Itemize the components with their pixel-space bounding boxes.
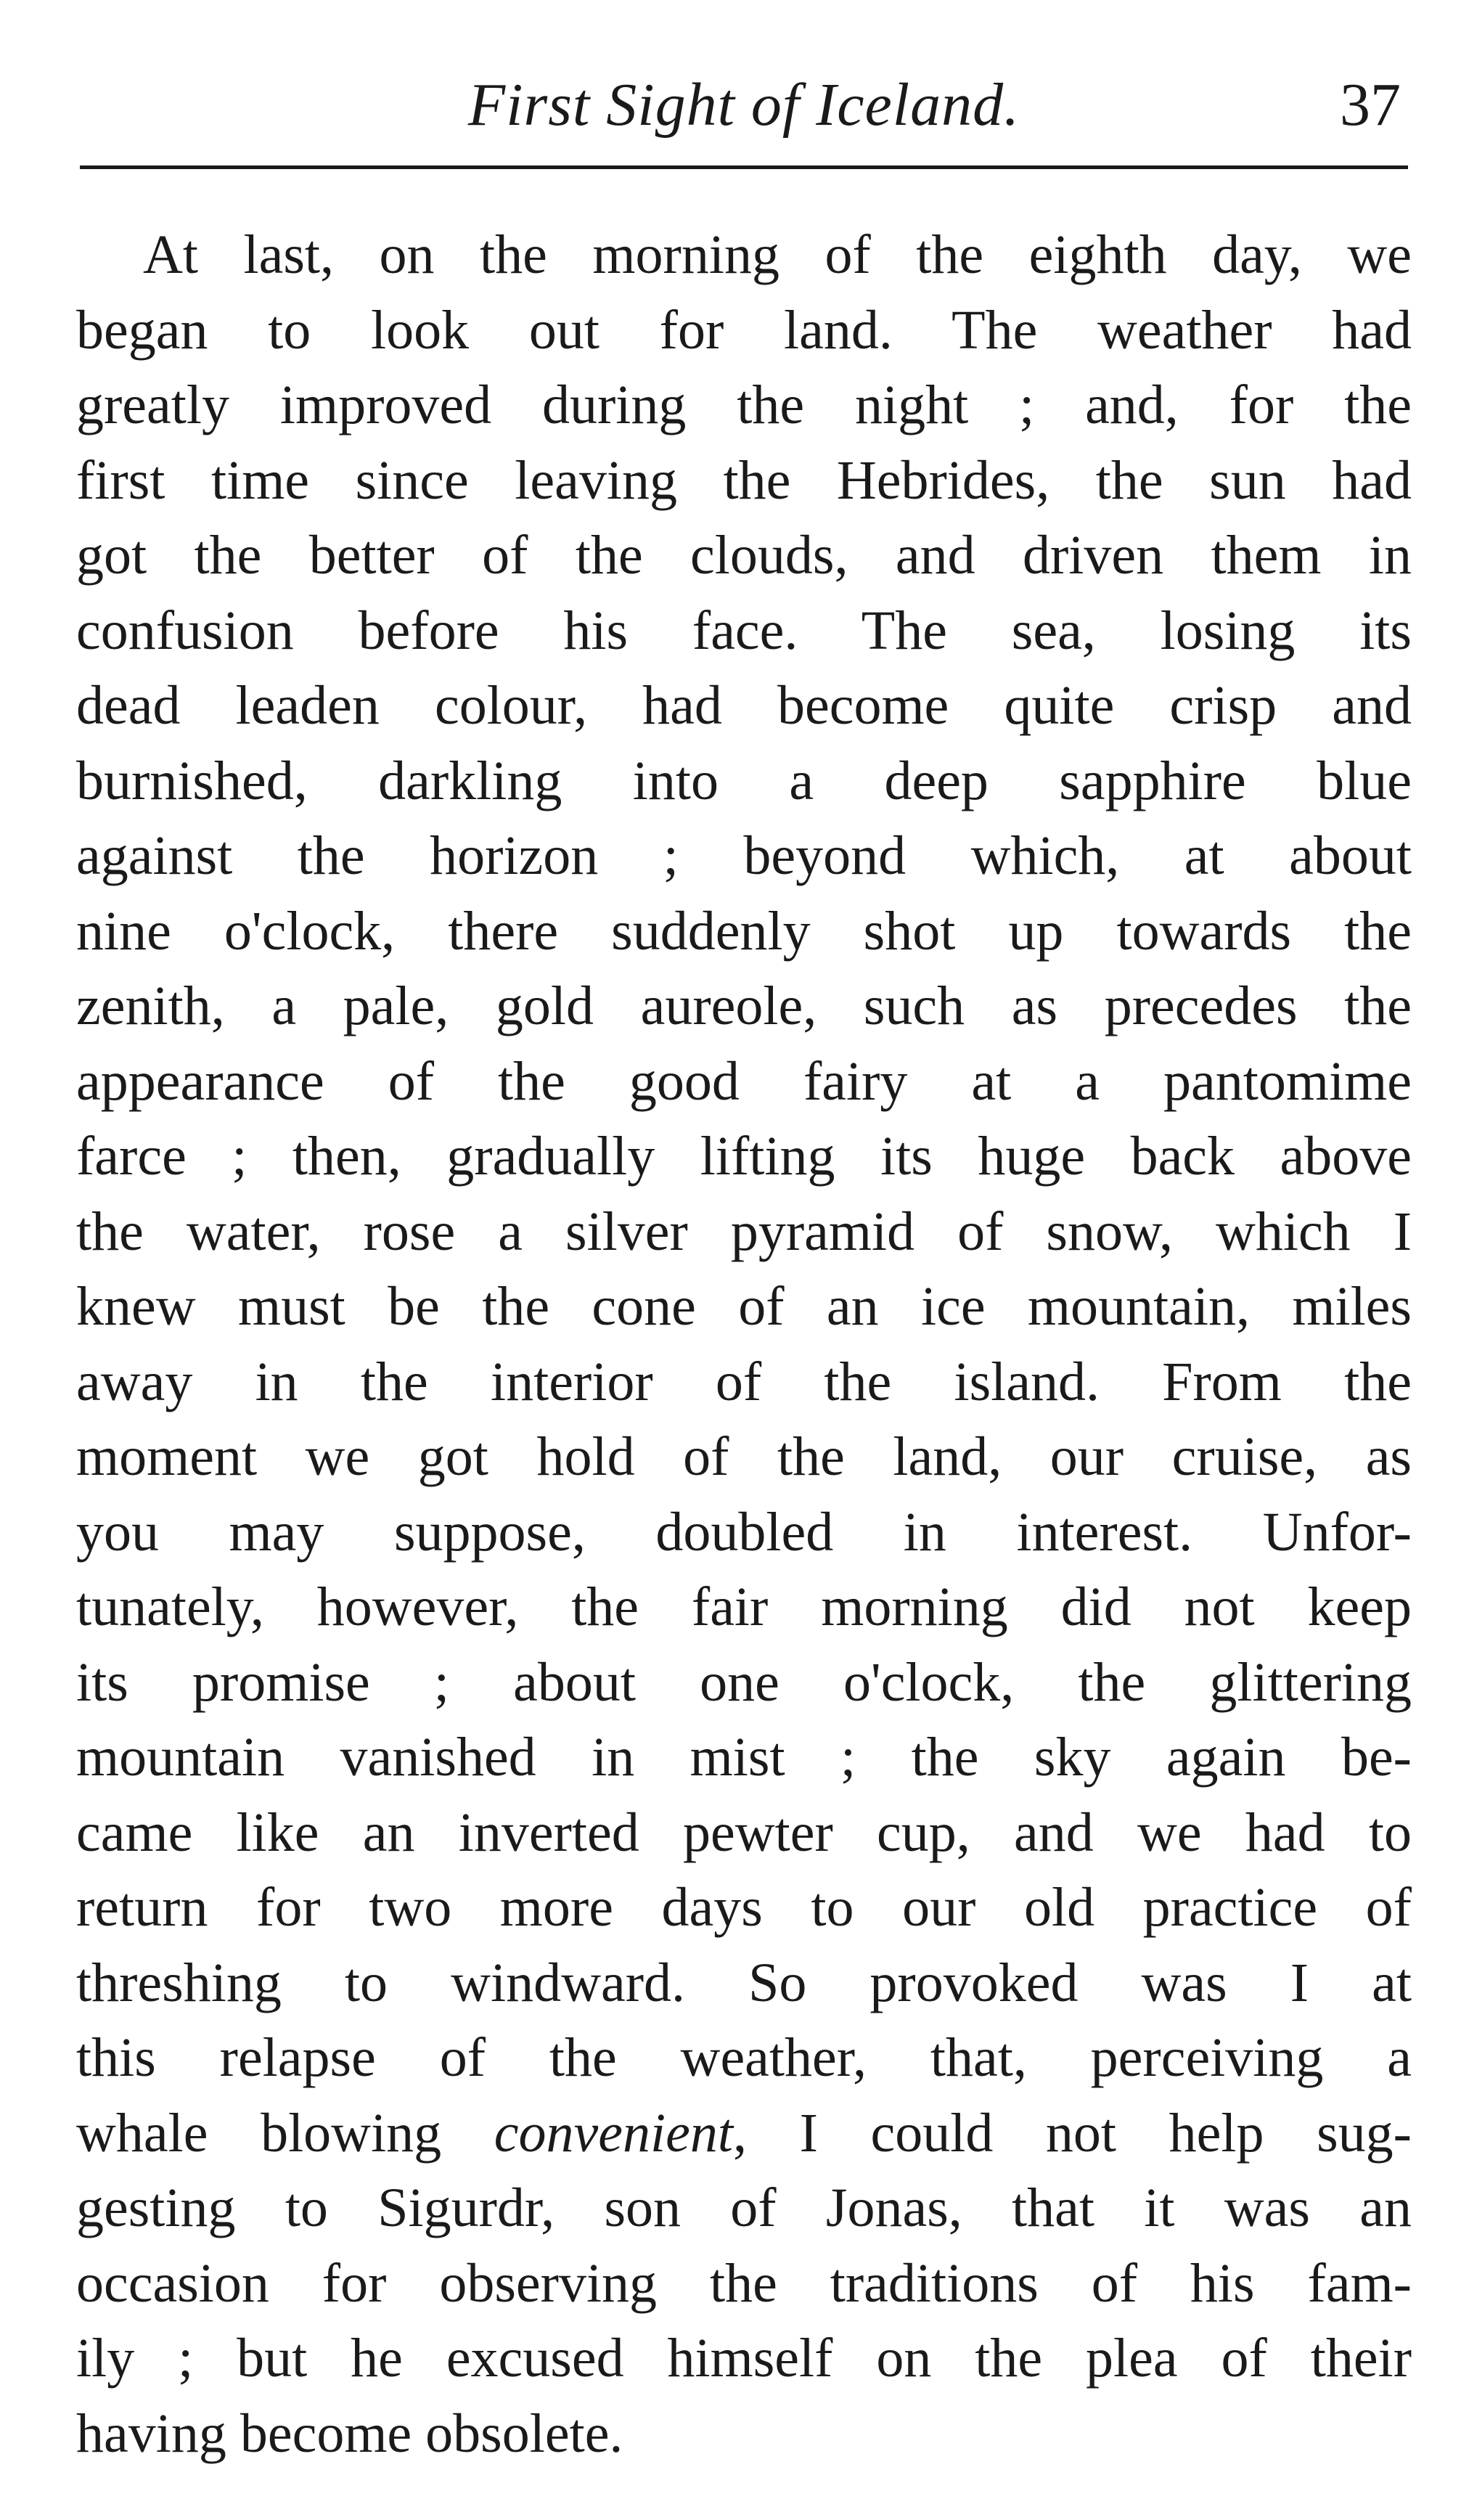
text-line: you may suppose, doubled in interest. Unfor-: [76, 1501, 1412, 1563]
text-line: confusion before his face. The sea, losing its: [76, 600, 1412, 661]
running-head: [80, 44, 1408, 152]
text-line: got the better of the clouds, and driven them in: [76, 525, 1412, 586]
text-line: tunately, however, the fair morning did not keep: [76, 1576, 1412, 1637]
text-line: dead leaden colour, had become quite crisp and: [76, 675, 1412, 736]
text-line: knew must be the cone of an ice mountain, miles: [76, 1276, 1412, 1337]
italic-word: convenient: [494, 2102, 733, 2164]
text-line: nine o'clock, there suddenly shot up towards the: [76, 900, 1412, 962]
text-line: against the horizon ; beyond which, at about: [76, 825, 1412, 886]
text-line: moment we got hold of the land, our cruise, as: [76, 1426, 1412, 1487]
text-line: farce ; then, gradually lifting its huge back above: [76, 1126, 1412, 1187]
text-line: return for two more days to our old practice of: [76, 1877, 1412, 1938]
text-segment: whale blowing: [76, 2102, 494, 2164]
text-line: this relapse of the weather, that, perceiving a: [76, 2027, 1412, 2088]
text-line: occasion for observing the traditions of his fam-: [76, 2252, 1412, 2314]
running-title: First Sight of Iceland.: [467, 71, 1020, 139]
body-paragraph: [76, 218, 1412, 2471]
text-line: [76, 2096, 1412, 2172]
text-segment: , I could not help sug-: [732, 2102, 1412, 2164]
text-line: threshing to windward. So provoked was I at: [76, 1952, 1412, 2013]
text-line: came like an inverted pewter cup, and we had to: [76, 1801, 1412, 1863]
text-line: ily ; but he excused himself on the plea of their: [76, 2328, 1412, 2389]
text-line: At last, on the morning of the eighth day, we: [143, 224, 1412, 285]
text-line: having become obsolete.: [76, 2402, 623, 2464]
text-line: mountain vanished in mist ; the sky again be-: [76, 1727, 1412, 1788]
text-line: the water, rose a silver pyramid of snow, which I: [76, 1200, 1412, 1262]
text-line: burnished, darkling into a deep sapphire blue: [76, 750, 1412, 811]
text-line: first time since leaving the Hebrides, the sun had: [76, 449, 1412, 511]
text-line: began to look out for land. The weather had: [76, 299, 1412, 361]
text-line: away in the interior of the island. From the: [76, 1351, 1412, 1412]
text-line: zenith, a pale, gold aureole, such as precedes the: [76, 975, 1412, 1036]
text-line: appearance of the good fairy at a pantomime: [76, 1050, 1412, 1112]
text-line: gesting to Sigurdr, son of Jonas, that it was an: [76, 2177, 1412, 2238]
text-line: greatly improved during the night ; and, for the: [76, 375, 1412, 435]
header-rule: [80, 165, 1408, 169]
text-line: its promise ; about one o'clock, the glittering: [76, 1651, 1412, 1713]
page-number: 37: [1340, 71, 1401, 139]
